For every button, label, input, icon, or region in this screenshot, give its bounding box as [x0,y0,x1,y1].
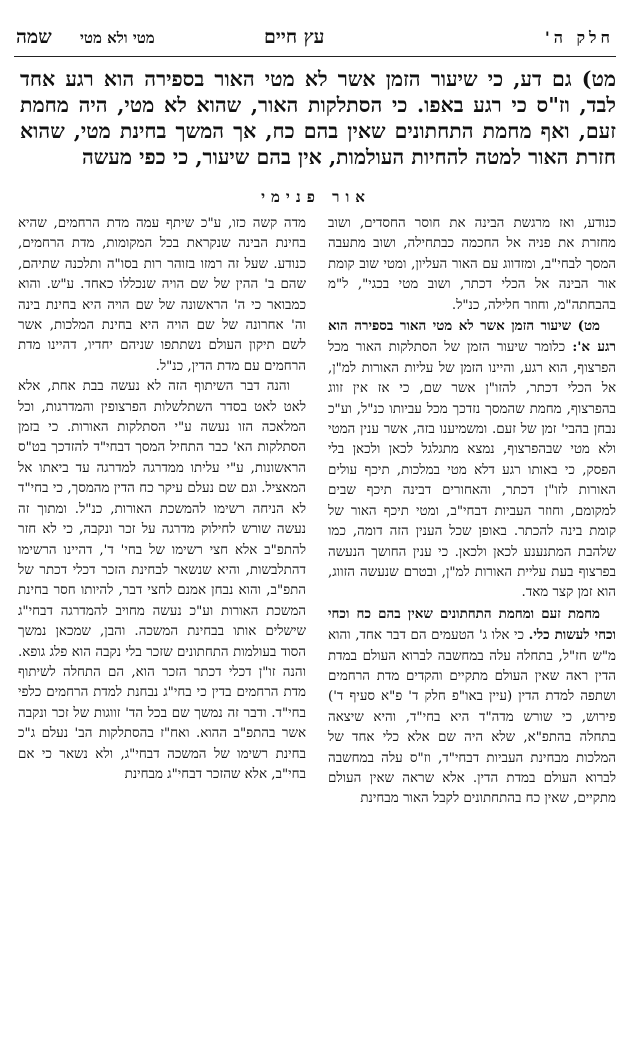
left-paragraph-1: מדה קשה כזו, ע"כ שיתף עמה מדת הרחמים, שהיא בחינת הבינה שנקראת בכל המקומות, מדת הרחמים, כנודע. שעל זה רמזו בזוהר רות בסו"ה ותלכנה שתיהם, שהם ב' ההין של שם הויה שנכללו כאחד. ע"ש. והוא כמבואר כי ה' הראשונה של שם הויה היא בחינת בינה וה' אחרונה של שם הויה היא בחינת המלכות, אשר לשם תיקון העולם נשתתפו שניהם יחדיו, דהיינו מדת הרחמים עם מדת הדין, כנ"ל. [18,216,306,374]
main-paragraph [20,66,616,170]
right-paragraph-3-heading: מחמת זעם ומחמת התחתונים שאין בהם כח וכחי וכחי לעשות כלי. [328,605,616,644]
main-paragraph-body: גם דע, כי שיעור הזמן אשר לא מטי האור בספירה הוא רגע אחד לבד, וז"ס כי רגע באפו. כי הסתלקות האור, שהוא לא מטי, היה מחמת זעם, ואף מחמת התחתונים שאין בהם כח, אך המשך בחינת מטי, שהוא חזרת האור למטה להחיות העולמות, אין בהם שיעור, כי כפי מעשה [20,67,616,169]
right-paragraph-3-body: כי אלו ג' הטעמים הם דבר אחד, והוא מ"ש חז"ל, בתחלה עלה במחשבה לברוא העולם במדת הדין ראה שאין העולם מתקיים והקדים מדת הרחמים ושתפה למדת הדין (עיין באו"פ חלק ד' פ"א סעיף ד') פירוש, כי שורש מדה"ד היא בחי"ד, והיא שיצאה בתחלה בהתפ"א, שלא היה שם אלא כלי אחד של המלכות מבחינת העביות דבחי"ד, וז"ס עלה במחשבה לברוא העולם במדת הדין. אלא שראה שאין העולם מתקיים, שאין כח בהתחתונים לקבל האור מבחינת [328,628,616,807]
part-label: חלק ה' [544,28,614,47]
paragraph-number: מט) [581,67,616,91]
left-column [18,214,306,1035]
header-divider [14,56,616,57]
commentary-title: אור פנימי [261,188,371,206]
commentary-columns [18,214,616,1035]
left-paragraph-2: והנה דבר השיתוף הזה לא נעשה בבת אחת, אלא לאט לאט בסדר השתלשלות הפרצופין והמדרגות, וכל המלאכה הזו נעשה ע"י הסתלקות האורות. כי בזמן הסתלקות הא' כבר התחיל המסך דבחי"ד להזדכך בט"ס הראשונות, ע"י עליתו ממדרגה למדרגה עד ביאתו אל המאציל. וגם שם נעלם עיקר כח הדין מהמסך, כי בחי"ד לא הניחה רשימו להמשכת האורות, כנ"ל. ומתוך זה נעשה שורש לחילוק מדרגה על זכר ונקבה, כי לא חזר להתפ"ב אלא חצי רשימו של בחי' ד', דהיינו הרשימו דהתלבשות, והיא שנשאר לבחינת הזכר דכלי דכתר של התפ"ב, והוא נבחן אמנם לחצי דבר, להיותו חסר בחינת המשכת האורות וע"כ נעשה מחויב להמדרגה דבחי"ג שישלים אותו בבחינת המשכה. והבן, שמכאן נמשך הסוד בעולמות התחתונים שזכר בלי נקבה הוא פלג גופא. והנה זו"ן דכלי דכתר הזכר הוא, הם התחלה לשיתוף מדת הרחמים בדין כי בחי"ג נבחנת למדת הרחמים כלפי בחי"ד. ודבר זה נמשך שם בכל הד' זווגות של זכר ונקבה אשר בהתפ"ב ההוא. ואח"ז בהסתלקות הב' נעלם ג"כ בחינת רשימו של המשכה דבחי"ג, ולא נשאר כי אם בחי"ב, אלא שהזכר דבחי"ג מבחינת [18,379,306,782]
right-paragraph-1: כנודע, ואז מרגשת הבינה את חוסר החסדים, ושוב מחזרת את פניה אל החכמה כבתחילה, ושוב מתעבה המסך לבחי"ב, ומזדווג עם האור העליון, ומטי שוב קומת אור הבינה אל הכלי דכתר, ושוב מטי בכגי", ל"מ בהבחתה"מ, וחוזר חלילה, כנ"ל. [328,216,616,313]
book-title: עץ חיים [264,26,325,48]
right-paragraph-3 [328,604,616,810]
section-subtitle: מטי ולא מטי [80,29,155,47]
running-header [16,26,614,52]
right-column [328,214,616,1035]
right-paragraph-2-heading: מט) שיעור הזמן אשר לא מטי האור בספירה הוא רגע א': [328,318,616,356]
category-label: שמה [16,26,52,48]
right-paragraph-2-body: כלומר שיעור הזמן של הסתלקות האור מכל הפרצוף, הוא רגע, והיינו הזמן של עליות האורות למ"ן, אל הכלי דכתר, להזו"ן אשר שם, כי אז אין זווג בהפרצוף, מחמת שהמסך נזדכך מכל עביותו כנ"ל, וע"כ נבחן בהבי' זמן של זעם. ומשמיענו בזה, אשר ענין המטי ולא מטי שבהפרצוף, נמצא מתגלגל לכאן ולכאן בלי הפסק, כי באותו רגע דלא מטי במלכות, תיכף עולים האורות לזו"ן דכתר, והאחורים דבינה תיכף שבים למקומם, וחוזר העביות דבחי"ב, ומטי תיכף האור של קומת בינה להכתר. באופן שכל הענין הזה דומה, כמו שלהבת המתנענע לכאן ולכאן. כי ענין החושך הנעשה בפרצוף בעת עליית האורות למ"ן, ובטרם שנעשה הזווג, הוא זמן קצר מאד. [328,340,616,601]
right-paragraph-2 [328,316,616,604]
